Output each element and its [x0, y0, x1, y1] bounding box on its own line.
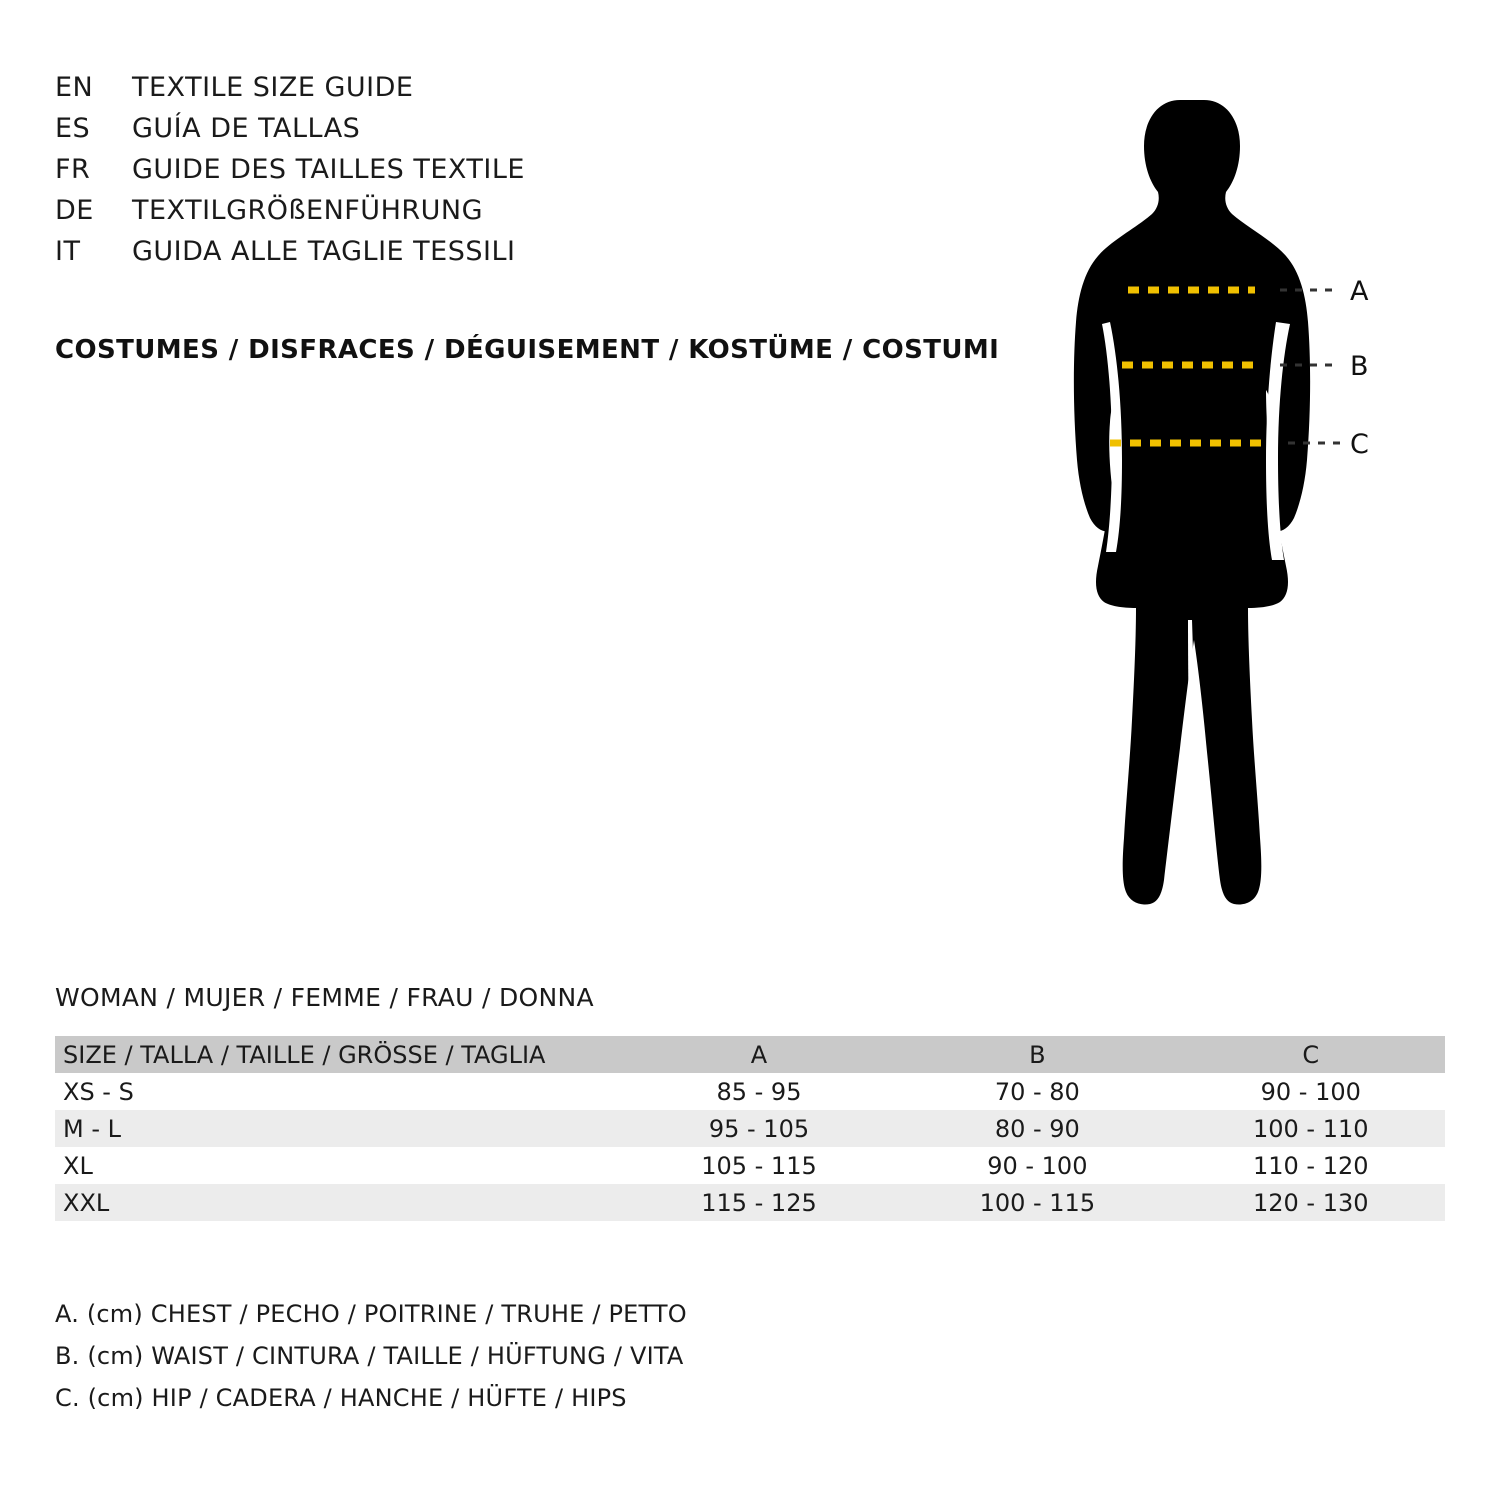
language-row-en: [55, 72, 1015, 113]
legend-line-a: A. (cm) CHEST / PECHO / POITRINE / TRUHE / PETTO: [55, 1300, 687, 1328]
cell-size: M - L: [63, 1114, 121, 1143]
table-row: [55, 1110, 1445, 1147]
legend-block: [55, 1300, 687, 1426]
cell-c: 110 - 120: [1252, 1151, 1369, 1180]
table-header-row: [55, 1036, 1445, 1073]
cell-a: 105 - 115: [701, 1151, 817, 1180]
language-text-fr: GUIDE DES TAILLES TEXTILE: [132, 154, 525, 185]
legend-line-b: B. (cm) WAIST / CINTURA / TAILLE / HÜFTUNG / VITA: [55, 1342, 684, 1370]
language-row-es: [55, 113, 1015, 154]
cell-b: 100 - 115: [979, 1188, 1096, 1217]
legend-line-c: C. (cm) HIP / CADERA / HANCHE / HÜFTE / HIPS: [55, 1384, 627, 1412]
cell-a: 85 - 95: [716, 1077, 802, 1106]
figure-area: [1040, 60, 1460, 930]
cell-a: 95 - 105: [708, 1114, 810, 1143]
language-code-de: DE: [55, 195, 94, 226]
table-row: [55, 1184, 1445, 1221]
language-text-it: GUIDA ALLE TAGLIE TESSILI: [132, 236, 516, 267]
female-silhouette-icon: [1040, 60, 1460, 940]
category-line: COSTUMES / DISFRACES / DÉGUISEMENT / KOSTÜME / COSTUMI: [55, 335, 1000, 365]
cell-b: 70 - 80: [994, 1077, 1080, 1106]
table-row: [55, 1147, 1445, 1184]
cell-b: 90 - 100: [987, 1151, 1088, 1180]
cell-c: 100 - 110: [1252, 1114, 1369, 1143]
measure-label-c: C: [1350, 429, 1369, 460]
column-header-a: A: [750, 1040, 768, 1069]
measure-label-a: A: [1350, 276, 1369, 307]
table-section-title: WOMAN / MUJER / FEMME / FRAU / DONNA: [55, 983, 594, 1012]
language-text-en: TEXTILE SIZE GUIDE: [132, 72, 414, 103]
language-code-fr: FR: [55, 154, 91, 185]
language-row-it: [55, 236, 1015, 277]
language-code-es: ES: [55, 113, 91, 144]
cell-size: XL: [63, 1151, 93, 1180]
measure-label-b: B: [1350, 351, 1369, 382]
column-header-b: B: [1029, 1040, 1046, 1069]
language-text-es: GUÍA DE TALLAS: [132, 113, 361, 144]
cell-c: 120 - 130: [1252, 1188, 1369, 1217]
column-header-c: C: [1302, 1040, 1320, 1069]
size-table: [55, 1036, 1445, 1221]
column-header-size: SIZE / TALLA / TAILLE / GRÖSSE / TAGLIA: [63, 1040, 546, 1069]
language-header-block: [55, 72, 1015, 277]
cell-b: 80 - 90: [994, 1114, 1080, 1143]
language-text-de: TEXTILGRÖßENFÜHRUNG: [132, 195, 484, 226]
language-code-it: IT: [55, 236, 81, 267]
cell-size: XXL: [63, 1188, 110, 1217]
table-body: [55, 1073, 1445, 1221]
table-header: [55, 1036, 1445, 1073]
cell-a: 115 - 125: [701, 1188, 817, 1217]
language-row-fr: [55, 154, 1015, 195]
language-row-de: [55, 195, 1015, 236]
table-row: [55, 1073, 1445, 1110]
cell-c: 90 - 100: [1260, 1077, 1361, 1106]
cell-size: XS - S: [63, 1077, 134, 1106]
language-code-en: EN: [55, 72, 94, 103]
